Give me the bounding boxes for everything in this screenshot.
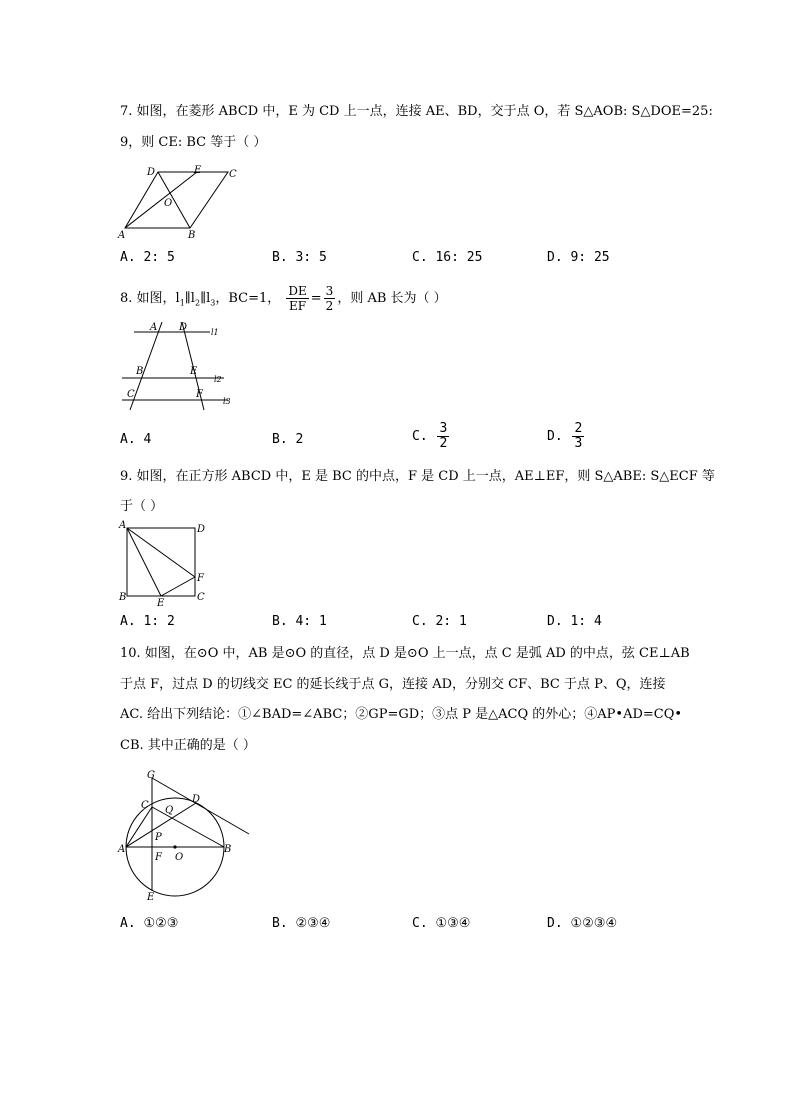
q10-label-e: E [147, 892, 155, 903]
q9-square-figure [118, 518, 218, 608]
q10-center-dot [173, 845, 176, 848]
q8-label-c: C [127, 389, 135, 400]
q10-text-line3: AC. 给出下列结论：①∠BAD=∠ABC；②GP=GD；③点 P 是△ACQ 的外心；④AP•AD=CQ• [120, 707, 683, 722]
q9-option-b[interactable]: B. 4: 1 [272, 614, 327, 629]
q8-parallel-lines-figure [118, 318, 238, 412]
q7-rhombus-figure [118, 162, 238, 240]
q7-label-b: B [188, 230, 196, 241]
q10-circle-figure [118, 766, 258, 906]
q8-label-f: F [196, 389, 203, 400]
q7-option-d[interactable]: D. 9: 25 [547, 250, 610, 265]
q8-label-l1: l1 [211, 328, 219, 337]
q7-label-c: C [229, 169, 237, 180]
q10-label-f: F [155, 852, 162, 863]
q10-option-a[interactable]: A. ①②③ [120, 916, 179, 931]
q10-text-line4: CB. 其中正确的是（ ） [120, 738, 256, 753]
q8-label-b: B [136, 366, 144, 377]
q10-text-line1: 10. 如图，在⊙O 中，AB 是⊙O 的直径，点 D 是⊙O 上一点，点 C 是弧 AD 的中点，弦 CE⊥AB [120, 646, 690, 661]
q8-fraction-3-2: $\frac{3}{2}$ [325, 284, 334, 313]
q9-label-c: C [197, 592, 205, 603]
q10-label-c: C [141, 800, 149, 811]
q8-label-d: D [179, 322, 188, 333]
q9-text-line1: 9. 如图，在正方形 ABCD 中，E 是 BC 的中点，F 是 CD 上一点，AE⊥EF，则 S△ABE: S△ECF 等 [120, 469, 715, 484]
q8-label-l3: l3 [223, 397, 231, 406]
q9-label-d: D [197, 524, 206, 535]
q10-label-p: P [155, 832, 162, 843]
q8-option-c[interactable]: C. $\frac{3}{2}$ [412, 421, 448, 451]
q7-option-b[interactable]: B. 3: 5 [272, 250, 327, 265]
q10-option-c[interactable]: C. ①③④ [412, 916, 471, 931]
q8-label-a: A [150, 322, 158, 333]
q10-label-b: B [224, 844, 232, 855]
q8-fraction-de-ef: $\frac{DE}{EF}$ [288, 284, 307, 313]
q7-label-d: D [147, 167, 156, 178]
q8-option-a[interactable]: A. 4 [120, 432, 152, 447]
q7-option-a[interactable]: A. 2: 5 [120, 250, 175, 265]
q8-text: 8. 如图，$l_1\parallel l_2\parallel l_3$，BC=1， $\frac{DE}{EF}$ = $\frac{3}{2}$ ，则 AB 长为（ ） [120, 284, 447, 313]
q7-option-c[interactable]: C. 16: 25 [412, 250, 483, 265]
q7-label-a: A [118, 230, 126, 241]
q8-option-d[interactable]: D. $\frac{2}{3}$ [547, 421, 583, 451]
q10-option-d[interactable]: D. ①②③④ [547, 916, 618, 931]
q8-label-e: E [190, 366, 198, 377]
q9-option-d[interactable]: D. 1: 4 [547, 614, 602, 629]
q10-label-o: O [175, 852, 184, 863]
q7-text-line2: 9，则 CE: BC 等于（ ） [120, 135, 267, 150]
q9-label-b: B [119, 592, 127, 603]
q8-label-l2: l2 [214, 375, 222, 384]
q7-label-o: O [164, 198, 173, 209]
q10-label-g: G [147, 770, 155, 781]
q9-label-f: F [197, 573, 204, 584]
q10-label-d: D [192, 794, 201, 805]
q9-option-c[interactable]: C. 2: 1 [412, 614, 467, 629]
q9-label-e: E [157, 598, 165, 609]
q9-text-line2: 于（ ） [120, 499, 164, 514]
q10-label-a: A [118, 844, 126, 855]
q7-label-e: E [194, 165, 202, 176]
q9-label-a: A [119, 520, 127, 531]
q10-text-line2: 于点 F，过点 D 的切线交 EC 的延长线于点 G，连接 AD，分别交 CF、BC 于点 P、Q，连接 [120, 677, 666, 692]
q10-label-q: Q [165, 805, 174, 816]
q8-option-b[interactable]: B. 2 [272, 432, 304, 447]
q9-option-a[interactable]: A. 1: 2 [120, 614, 175, 629]
q7-text-line1: 7. 如图，在菱形 ABCD 中，E 为 CD 上一点，连接 AE、BD，交于点 O，若 S△AOB: S△DOE=25: [120, 104, 713, 119]
q10-option-b[interactable]: B. ②③④ [272, 916, 331, 931]
